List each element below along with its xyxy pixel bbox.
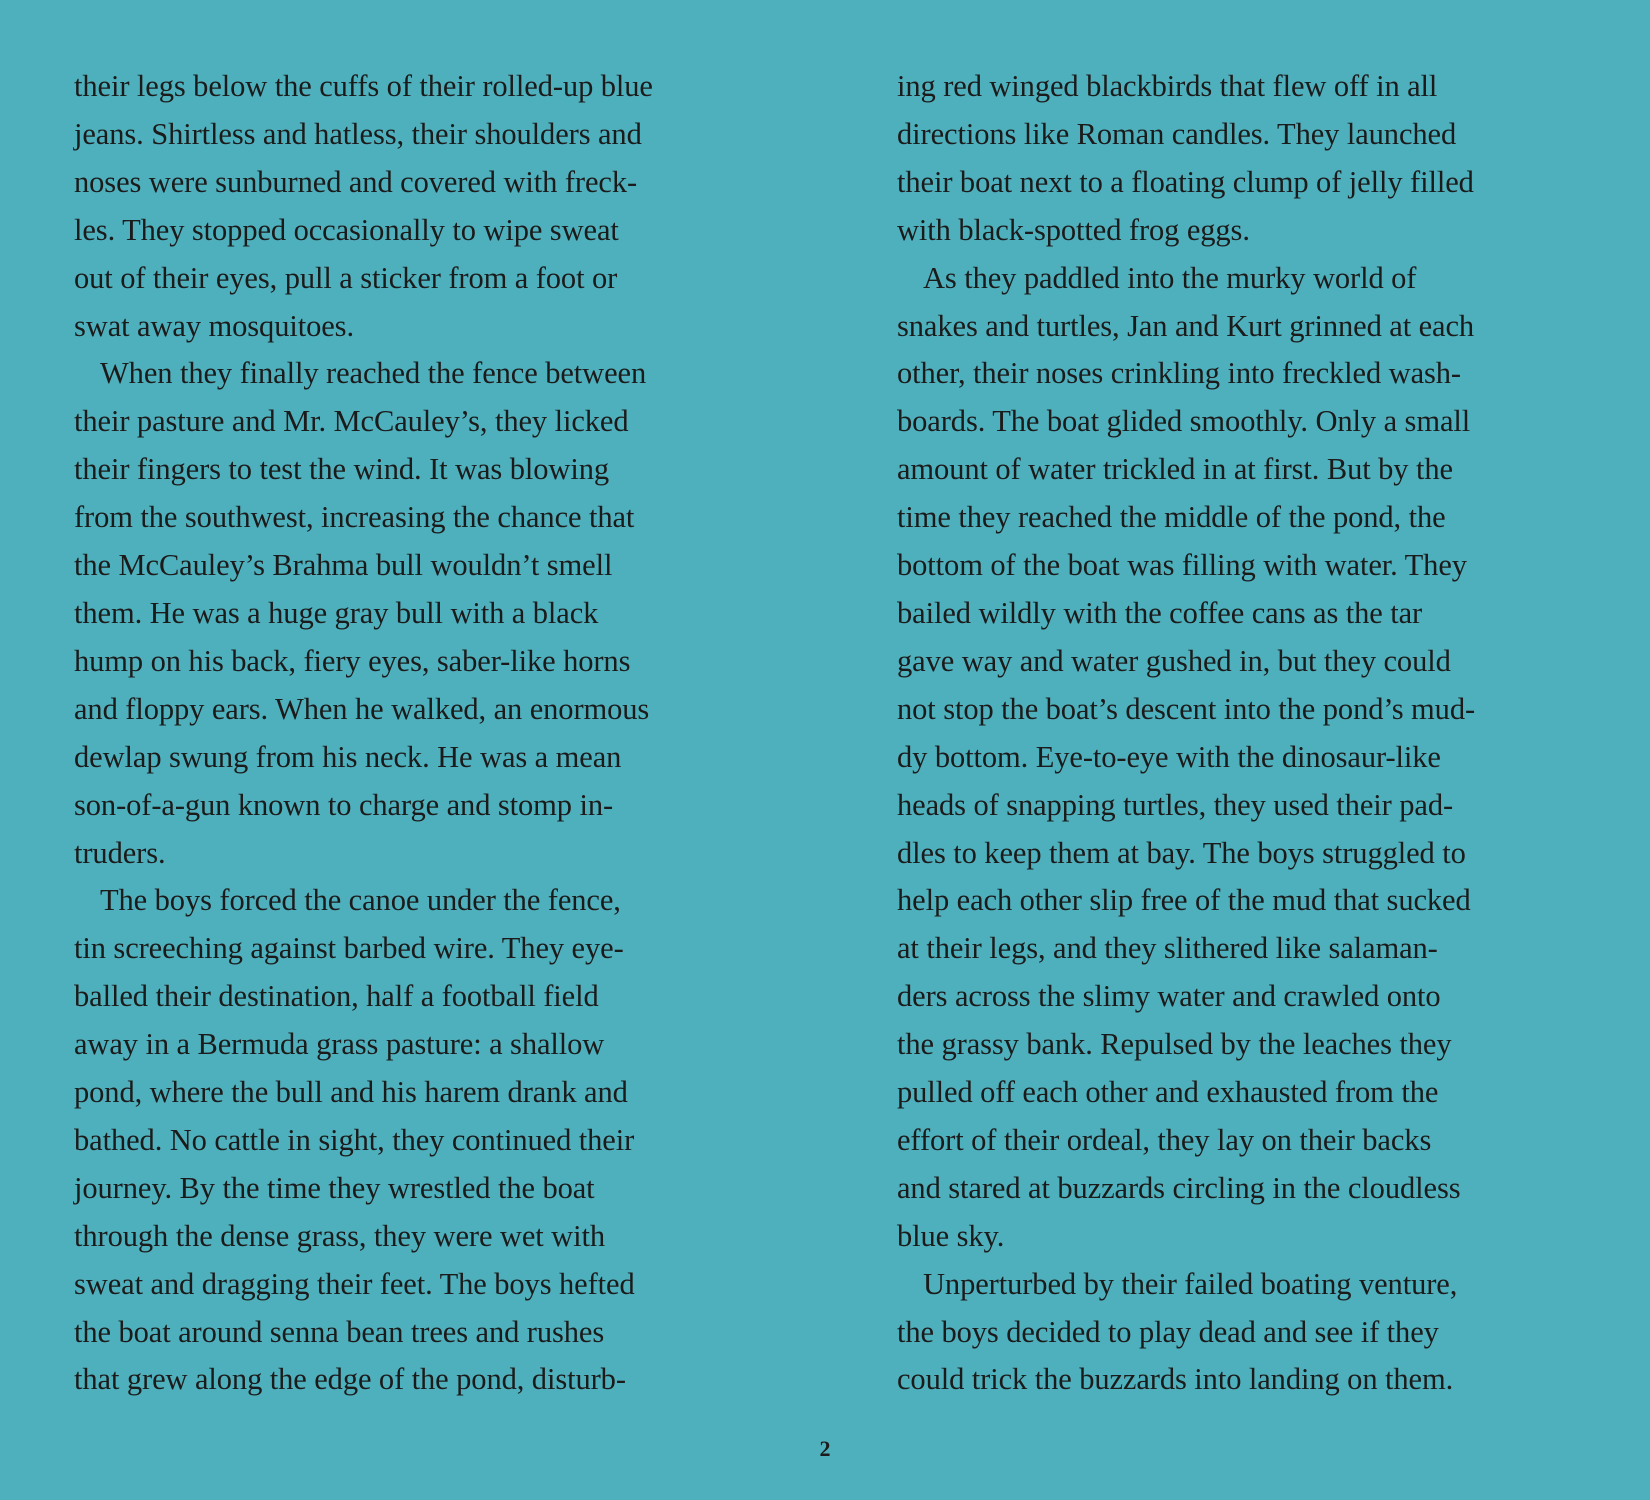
text-line: Unperturbed by their failed boating venture, (923, 1266, 1458, 1301)
text-line: balled their destination, half a football field (74, 979, 599, 1014)
text-line: away in a Bermuda grass pasture: a shallow (74, 1027, 605, 1062)
text-line: sweat and dragging their feet. The boys hefted (74, 1266, 635, 1301)
text-line: son-of-a-gun known to charge and stomp in- (74, 787, 614, 822)
text-line: As they paddled into the murky world of (923, 260, 1417, 295)
text-line: heads of snapping turtles, they used their pad- (897, 787, 1454, 822)
text-line: bailed wildly with the coffee cans as the tar (897, 595, 1423, 630)
text-line: could trick the buzzards into landing on them. (897, 1362, 1454, 1397)
text-line: noses were sunburned and covered with freck- (74, 164, 638, 199)
text-line: truders. (74, 835, 166, 870)
text-line: directions like Roman candles. They launched (897, 116, 1457, 151)
text-line: jeans. Shirtless and hatless, their shoulders and (74, 116, 642, 151)
text-line: their pasture and Mr. McCauley’s, they licked (74, 404, 629, 439)
text-line: tin screeching against barbed wire. They eye- (74, 931, 624, 966)
text-line: the McCauley’s Brahma bull wouldn’t smell (74, 548, 613, 583)
text-line: and floppy ears. When he walked, an enormous (74, 691, 650, 726)
left-text-column (74, 63, 774, 1404)
text-line: effort of their ordeal, they lay on their backs (897, 1122, 1432, 1157)
text-line: help each other slip free of the mud that sucked (897, 883, 1471, 918)
text-line: pulled off each other and exhausted from the (897, 1075, 1439, 1110)
text-line: dewlap swung from his neck. He was a mean (74, 739, 622, 774)
text-line: at their legs, and they slithered like salaman- (897, 931, 1438, 966)
text-line: bottom of the boat was filling with water. They (897, 548, 1467, 583)
text-line: other, their noses crinkling into freckled wash- (897, 356, 1461, 391)
text-line: snakes and turtles, Jan and Kurt grinned at each (897, 308, 1475, 343)
text-line: amount of water trickled in at first. But by the (897, 452, 1453, 487)
text-line: the grassy bank. Repulsed by the leaches they (897, 1027, 1452, 1062)
text-line: The boys forced the canoe under the fence, (100, 883, 621, 918)
text-line: the boys decided to play dead and see if they (897, 1314, 1439, 1349)
text-line: their boat next to a floating clump of jelly filled (897, 164, 1474, 199)
text-line: the boat around senna bean trees and rushes (74, 1314, 605, 1349)
text-line: that grew along the edge of the pond, disturb- (74, 1362, 626, 1397)
text-line: boards. The boat glided smoothly. Only a small (897, 404, 1471, 439)
text-line: dy bottom. Eye-to-eye with the dinosaur-like (897, 739, 1441, 774)
text-line: swat away mosquitoes. (74, 308, 354, 343)
right-text-column (897, 63, 1617, 1404)
text-line: and stared at buzzards circling in the cloudless (897, 1170, 1461, 1205)
text-line: ing red winged blackbirds that flew off in all (897, 69, 1438, 103)
text-line: gave way and water gushed in, but they could (897, 643, 1451, 678)
text-line: through the dense grass, they were wet with (74, 1218, 605, 1253)
text-line: their fingers to test the wind. It was blowing (74, 452, 609, 487)
text-line: hump on his back, fiery eyes, saber-like horns (74, 643, 631, 678)
text-line: their legs below the cuffs of their rolled-up blue (74, 69, 653, 103)
page-number: 2 (819, 1436, 831, 1461)
text-line: ders across the slimy water and crawled onto (897, 979, 1441, 1014)
text-line: bathed. No cattle in sight, they continued their (74, 1122, 635, 1157)
text-line: not stop the boat’s descent into the pond’s mud- (897, 691, 1476, 726)
text-line: them. He was a huge gray bull with a black (74, 595, 599, 630)
text-line: blue sky. (897, 1218, 1005, 1253)
text-line: time they reached the middle of the pond, the (897, 500, 1446, 535)
text-line: les. They stopped occasionally to wipe sweat (74, 212, 619, 247)
text-line: When they finally reached the fence between (100, 356, 647, 391)
text-line: out of their eyes, pull a sticker from a foot or (74, 260, 618, 295)
text-line: from the southwest, increasing the chance that (74, 500, 635, 535)
text-line: with black-spotted frog eggs. (897, 212, 1250, 247)
text-line: pond, where the bull and his harem drank and (74, 1075, 628, 1110)
text-line: journey. By the time they wrestled the boat (74, 1170, 595, 1205)
text-line: dles to keep them at bay. The boys struggled to (897, 835, 1466, 870)
